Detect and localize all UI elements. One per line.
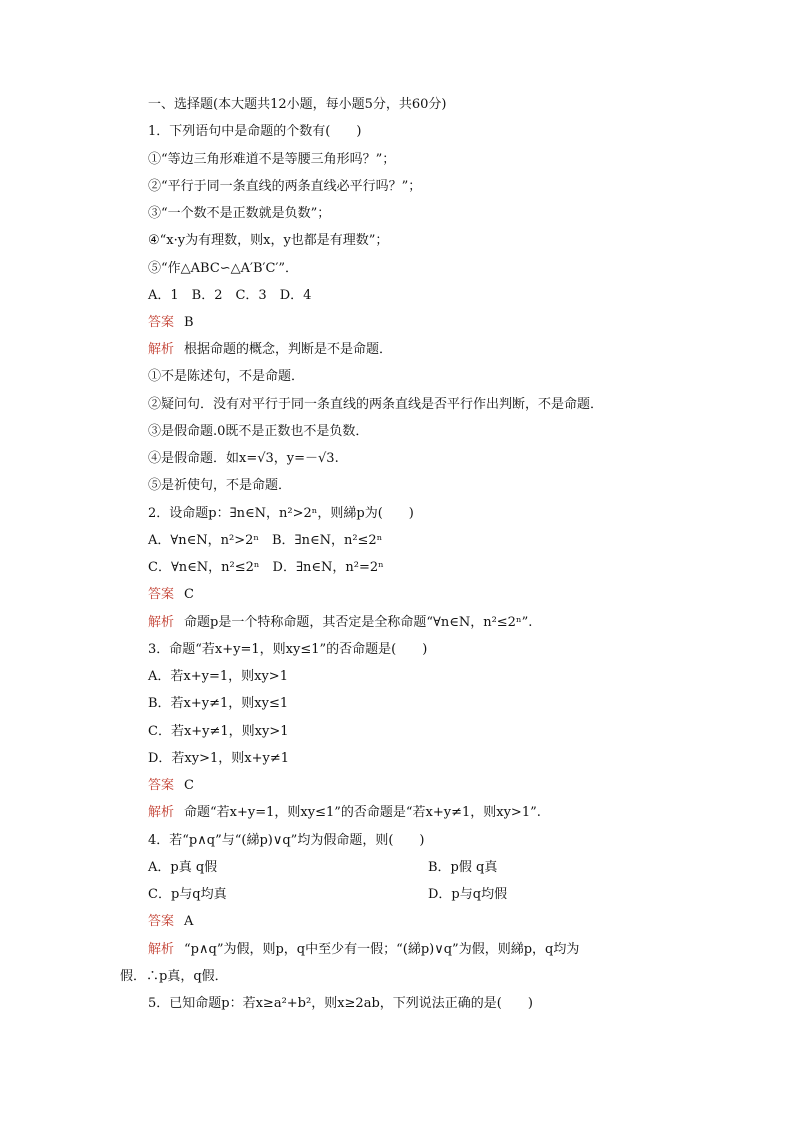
q4-analysis-continued: 假．∴p真，q假．	[120, 969, 228, 984]
section-title: 一、选择题(本大题共12小题，每小题5分，共60分)	[148, 97, 447, 112]
q4-option-b: B．p假 q真	[428, 860, 498, 875]
q4-stem: 4．若“p∧q”与“(綈p)∨q”均为假命题，则( )	[148, 833, 425, 848]
q1-item-3: ③“一个数不是正数就是负数”；	[148, 206, 331, 221]
q1-item-4: ④“x·y为有理数，则x，y也都是有理数”；	[148, 233, 389, 248]
q3-option-d: D．若xy>1，则x+y≠1	[148, 751, 289, 766]
q2-stem: 2．设命题p：∃n∈N，n²>2ⁿ，则綈p为( )	[148, 506, 414, 521]
q1-analysis-line-3: ③是假命题.0既不是正数也不是负数．	[148, 424, 369, 439]
q5-stem: 5．已知命题p：若x≥a²+b²，则x≥2ab，下列说法正确的是( )	[148, 996, 533, 1011]
q3-option-c: C．若x+y≠1，则xy>1	[148, 724, 289, 739]
q4-analysis-row	[148, 941, 579, 959]
analysis-label: 解析	[148, 342, 175, 357]
q4-answer: A	[184, 914, 194, 929]
q1-analysis-line-5: ⑤是祈使句，不是命题．	[148, 478, 292, 493]
q4-option-d: D．p与q均假	[428, 887, 508, 902]
q1-options: A．1 B．2 C．3 D．4	[148, 288, 312, 303]
answer-label: 答案	[148, 914, 175, 929]
q1-item-5: ⑤“作△ABC∽△A′B′C′”．	[148, 261, 299, 276]
analysis-label: 解析	[148, 805, 175, 820]
q2-answer-row	[148, 586, 194, 604]
q1-stem: 1．下列语句中是命题的个数有( )	[148, 124, 362, 139]
q1-analysis-line-1: ①不是陈述句，不是命题．	[148, 369, 305, 384]
q1-answer-row	[148, 314, 194, 332]
q3-stem: 3．命题“若x+y=1，则xy≤1”的否命题是( )	[148, 642, 428, 657]
q2-analysis: 命题p是一个特称命题，其否定是全称命题“∀n∈N，n²≤2ⁿ”.	[184, 615, 533, 630]
q2-options-line-2: C．∀n∈N，n²≤2ⁿ D．∃n∈N，n²=2ⁿ	[148, 560, 384, 575]
analysis-label: 解析	[148, 615, 175, 630]
q4-analysis: “p∧q”为假，则p，q中至少有一假；“(綈p)∨q”为假，则綈p，q均为	[184, 942, 580, 957]
q4-option-a: A．p真 q假	[148, 860, 218, 875]
q1-item-1: ①“等边三角形难道不是等腰三角形吗？”；	[148, 152, 396, 167]
analysis-label: 解析	[148, 942, 175, 957]
q3-analysis: 命题“若x+y=1，则xy≤1”的否命题是“若x+y≠1，则xy>1”.	[184, 805, 541, 820]
q3-option-a: A．若x+y=1，则xy>1	[148, 669, 288, 684]
q2-options-line-1: A．∀n∈N，n²>2ⁿ B．∃n∈N，n²≤2ⁿ	[148, 533, 383, 548]
q4-options-row-2	[148, 886, 508, 904]
q4-option-c: C．p与q均真	[148, 887, 227, 902]
q3-option-b: B．若x+y≠1，则xy≤1	[148, 696, 289, 711]
q1-analysis-row	[148, 341, 392, 359]
q2-answer: C	[184, 587, 194, 602]
q4-options-row-1	[148, 859, 498, 877]
q1-analysis: 根据命题的概念，判断是不是命题．	[184, 342, 393, 357]
q4-answer-row	[148, 913, 193, 931]
q1-answer: B	[184, 315, 194, 330]
q1-item-2: ②“平行于同一条直线的两条直线必平行吗？”；	[148, 179, 422, 194]
q1-analysis-line-2: ②疑问句．没有对平行于同一条直线的两条直线是否平行作出判断，不是命题．	[148, 397, 604, 412]
q1-analysis-line-4: ④是假命题．如x=√3，y=－√3.	[148, 451, 339, 466]
answer-label: 答案	[148, 587, 175, 602]
answer-label: 答案	[148, 778, 175, 793]
q3-answer-row	[148, 777, 194, 795]
q3-answer: C	[184, 778, 194, 793]
q3-analysis-row	[148, 804, 541, 822]
answer-label: 答案	[148, 315, 175, 330]
q2-analysis-row	[148, 614, 532, 632]
